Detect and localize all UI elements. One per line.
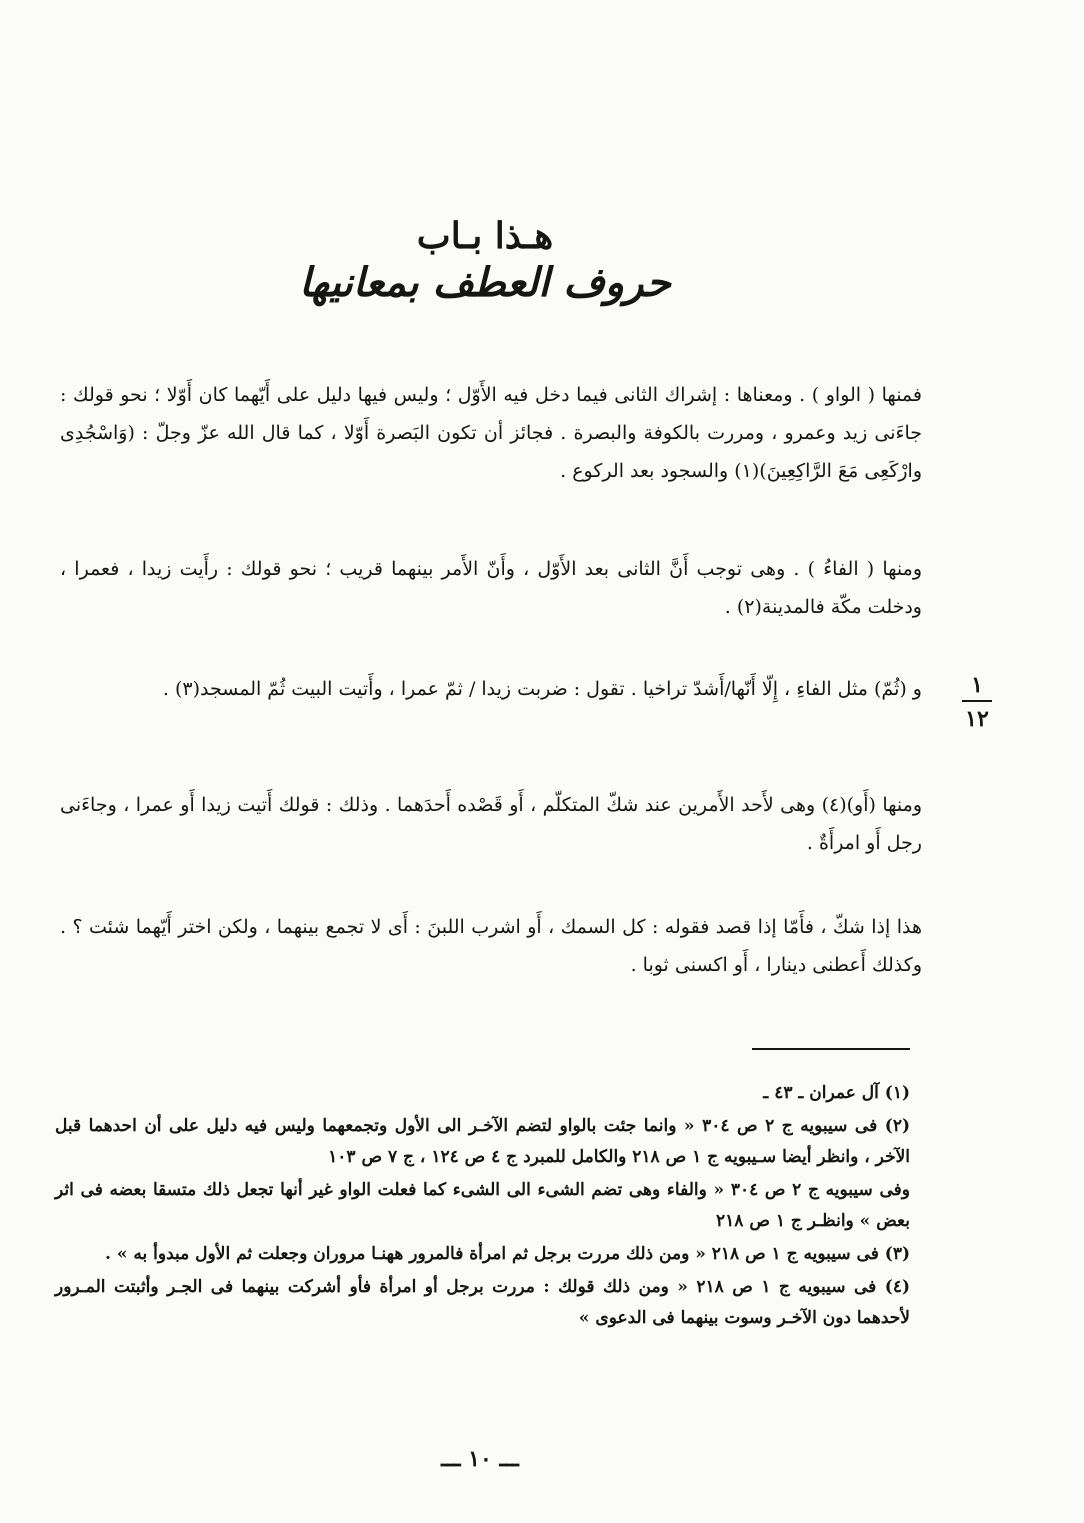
paragraph-aw: ومنها (أَو)(٤) وهى لأَحد الأَمرين عند شكّ المتكلّم ، أَو قَصْده أَحدَهما . وذلك : قولك أَتيت زيدا أَو عمرا ، وجاءَنى رجل أَو امرأَةٌ . [60, 794, 922, 854]
margin-folio-note [952, 672, 1002, 732]
margin-note-divider [962, 700, 992, 702]
page-number: ـــ ١٠ ـــ [441, 1446, 519, 1472]
footnote-4: (٤) فى سيبويه ج ١ ص ٢١٨ « ومن ذلك قولك : مررت برجل أو امرأة فأو أشركت بينهما فى الجـر وأثبتت المـرور لأحدهما دون الآخـر وسوت بينهما فى الدعوى » [55, 1277, 910, 1328]
footnote-3: (٣) فى سيبويه ج ١ ص ٢١٨ « ومن ذلك مررت برجل ثم امرأة فالمرور ههنـا مروران وجعلت ثم الأول مبدوأ به » . [105, 1244, 910, 1264]
footnote-1: (١) آل عمران ـ ٤٣ ـ [763, 1083, 910, 1103]
paragraph-waw: فمنها ( الواو ) . ومعناها : إشراك الثانى فيما دخل فيه الأَوّل ؛ وليس فيها دليل على أَيّهما كان أَوّلا ؛ نحو قولك : جاءَنى زيد وعمرو ، ومررت بالكوفة والبصرة . فجائز أن تكون البَصرة أَوّلا ، كما قال الله عزّ وجلّ : (وَاسْجُدِى وارْكَعِى مَعَ الرَّاكِعِينَ)(١) والسجود بعد الركوع . [60, 384, 922, 482]
heading-line-2: حروف العطف بمعانيها [299, 259, 671, 306]
paragraph-doubt: هذا إذا شكّ ، فأَمّا إذا قصد فقوله : كل السمك ، أَو اشرب اللبنَ : أَى لا تجمع بينهما ، ولكن اختر أَيّهما شئت ؟ . وكذلك أَعطنى دينارا ، أَو اكسنى ثوبا . [60, 916, 922, 976]
margin-note-top: ١ [971, 672, 983, 698]
paragraph-faa: ومنها ( الفاءُ ) . وهى توجب أَنَّ الثانى بعد الأَوّل ، وأَنّ الأَمر بينهما قريب ؛ نحو قولك : رأَيت زيدا ، فعمرا ، ودخلت مكّة فالمدينة(٢) . [60, 558, 922, 618]
footnote-separator [752, 1048, 910, 1050]
footnote-2: (٢) فى سيبويه ج ٢ ص ٣٠٤ « وانما جئت بالواو لتضم الآخـر الى الأول وتجمعهما وليس فيه دليل على أن احدهما قبل الآخر ، وانظر أيضا سـيبويه ج ١ ص ٢١٨ والكامل للمبرد ج ٤ ص ١٢٤ ، ج ٧ ص ١٠٣ [55, 1116, 910, 1167]
chapter-heading [250, 214, 720, 308]
margin-note-bottom: ١٢ [965, 706, 989, 732]
footnotes [55, 1078, 910, 1336]
footnote-2-continued: وفى سيبويه ج ٢ ص ٣٠٤ « والفاء وهى تضم الشىء الى الشىء كما فعلت الواو غير أنها تجعل ذلك متسقا بعضه فى اثر بعض » وانظـر ج ١ ص ٢١٨ [55, 1180, 910, 1231]
heading-line-1: هـذا بـاب [416, 215, 554, 257]
paragraph-thumma: و (ثُمّ) مثل الفاءِ ، إِلّا أَنّها/أَشدّ تراخيا . تقول : ضربت زيدا / ثمّ عمرا ، وأَتيت البيت ثُمّ المسجد(٣) . [162, 678, 922, 700]
